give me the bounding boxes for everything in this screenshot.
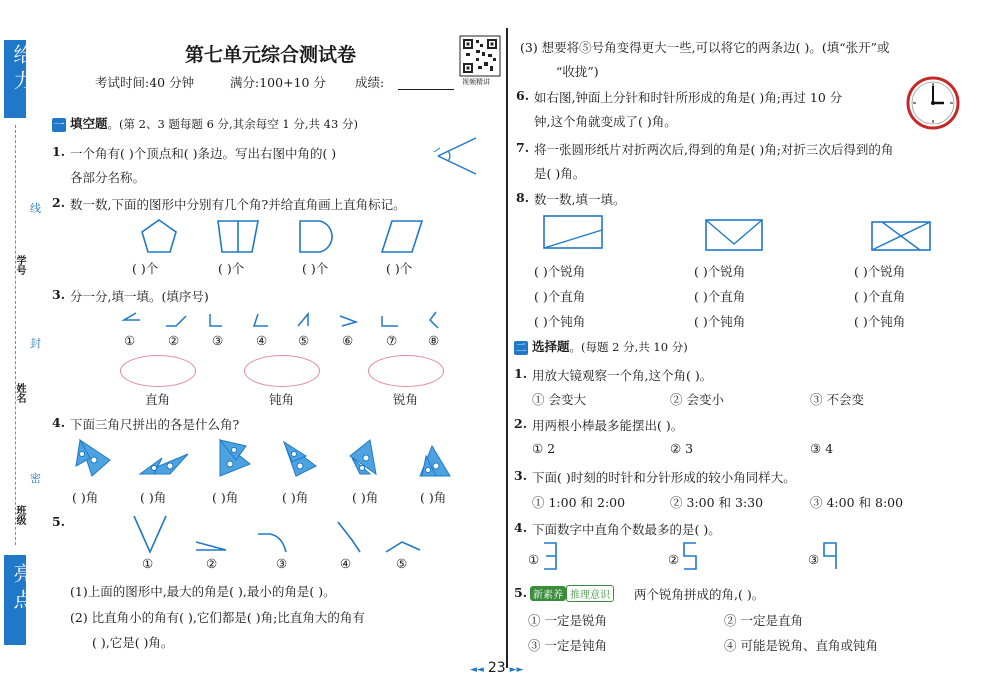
q4-answer-4[interactable]: ( )角 [282, 490, 309, 505]
q3-label-4: ④ [256, 333, 268, 348]
q5-label-5: ⑤ [396, 556, 408, 571]
c5-tags [530, 585, 614, 602]
q3-label-8: ⑧ [428, 333, 440, 348]
c4-digit-figures [542, 540, 842, 572]
q5-label-1: ① [142, 556, 154, 571]
q5-sub3-line1: (3) 想要将⑤号角变得更大一些,可以将它的两条边( )。(填“张开”或 [520, 40, 890, 55]
q8-fig2-obtuse[interactable]: ( )个钝角 [694, 314, 746, 329]
q8-fig3-acute[interactable]: ( )个锐角 [854, 264, 906, 279]
prev-arrow-icon: ◄◄ [470, 665, 484, 675]
section2-note: 。(每题 2 分,共 10 分) [569, 340, 688, 354]
c5-option-4[interactable]: ④ 可能是锐角、直角或钝角 [724, 638, 878, 653]
page-number: 23 [487, 660, 506, 676]
c5-tag-reasoning: 推理意识 [566, 585, 614, 602]
q8-fig1-acute[interactable]: ( )个锐角 [534, 264, 586, 279]
q4-text: 下面三角尺拼出的各是什么角? [70, 417, 240, 432]
q1-text-line2: 各部分名称。 [70, 170, 146, 185]
q2-answer-3[interactable]: ( )个 [302, 261, 329, 276]
q2-shapes [138, 218, 438, 258]
column-divider [506, 28, 508, 668]
q3-text: 分一分,填一填。(填序号) [70, 289, 209, 304]
q4-answer-2[interactable]: ( )角 [140, 490, 167, 505]
q8-fig2-right[interactable]: ( )个直角 [694, 289, 746, 304]
c3-option-1[interactable]: ① 1:00 和 2:00 [532, 495, 626, 510]
q1-angle-figure [432, 136, 482, 176]
d-shape [300, 221, 332, 252]
exam-time: 考试时间:40 分钟 [95, 75, 195, 90]
cut-line [15, 125, 16, 545]
setsquare-3 [220, 440, 250, 476]
pentagon-shape [142, 220, 176, 252]
clock-icon [906, 76, 960, 130]
q2-text: 数一数,下面的图形中分别有几个角?并给直角画上直角标记。 [70, 197, 406, 212]
q8-fig1-obtuse[interactable]: ( )个钝角 [534, 314, 586, 329]
q5-label-2: ② [206, 556, 218, 571]
q8-fig3-obtuse[interactable]: ( )个钝角 [854, 314, 906, 329]
qr-code-icon[interactable] [460, 36, 500, 76]
setsquare-2 [140, 454, 188, 474]
c1-number: 1. [514, 366, 528, 381]
field-banji: 班级 [14, 505, 25, 525]
q3-label-7: ⑦ [386, 333, 398, 348]
trapezoid-split-shape [218, 221, 258, 252]
q3-label-2: ② [168, 333, 180, 348]
q2-answer-2[interactable]: ( )个 [218, 261, 245, 276]
c4-text: 下面数字中直角个数最多的是( )。 [532, 522, 721, 537]
q3-acute-angle-ellipse[interactable] [368, 355, 444, 387]
q3-group-acute: 锐角 [393, 392, 419, 407]
binding-sidebar [0, 0, 41, 690]
section1-badge: 一 [53, 118, 65, 131]
q8-fig2-acute[interactable]: ( )个锐角 [694, 264, 746, 279]
q5-sub2-line1: (2) 比直角小的角有( ),它们都是( )角;比直角大的角有 [70, 610, 365, 625]
score-blank[interactable] [398, 89, 454, 90]
q3-obtuse-angle-ellipse[interactable] [244, 355, 320, 387]
next-arrow-icon: ►► [509, 665, 524, 675]
q3-group-right: 直角 [145, 392, 171, 407]
q6-line1: 如右图,钟面上分针和时针所形成的角是( )角;再过 10 分 [534, 90, 843, 105]
section1-title: 填空题 [69, 116, 108, 131]
rect-envelope-figure [706, 220, 762, 250]
q7-number: 7. [516, 140, 530, 155]
c4-option-3[interactable]: ③ [808, 552, 820, 567]
c5-option-2[interactable]: ② 一定是直角 [724, 613, 803, 628]
q8-figures [542, 214, 942, 254]
parallelogram-shape [382, 221, 422, 252]
q4-answer-6[interactable]: ( )角 [420, 490, 447, 505]
c4-option-2[interactable]: ② [668, 552, 680, 567]
q4-number: 4. [52, 415, 66, 430]
sidebar-bottom-label: 亮点 [4, 555, 26, 645]
q4-answer-5[interactable]: ( )角 [352, 490, 379, 505]
score-label: 成绩: [355, 75, 385, 90]
c2-option-3[interactable]: ③ 4 [810, 441, 834, 456]
c3-text: 下面( )时刻的时针和分针形成的较小角同样大。 [532, 470, 796, 485]
q2-answer-4[interactable]: ( )个 [386, 261, 413, 276]
c2-option-2[interactable]: ② 3 [670, 441, 694, 456]
section2-heading [514, 337, 688, 355]
c3-option-2[interactable]: ② 3:00 和 3:30 [670, 495, 764, 510]
q5-sub1: (1)上面的图形中,最大的角是( ),最小的角是( )。 [70, 584, 336, 599]
c1-text: 用放大镜观察一个角,这个角( )。 [532, 368, 713, 383]
q7-line2: 是( )角。 [534, 166, 586, 181]
c5-option-3[interactable]: ③ 一定是钝角 [528, 638, 607, 653]
q5-sub3-line2: “收拢”) [556, 64, 599, 79]
q4-answer-3[interactable]: ( )角 [212, 490, 239, 505]
q8-number: 8. [516, 190, 530, 205]
section1-heading [52, 114, 358, 132]
q1-text-line1: 一个角有( )个顶点和( )条边。写出右图中角的( ) [70, 146, 337, 161]
field-mi-mark: 密 [30, 472, 41, 485]
full-score: 满分:100+10 分 [230, 75, 326, 90]
field-feng-mark: 封 [30, 337, 41, 350]
page-footer [470, 660, 523, 676]
q7-line1: 将一张圆形纸片对折两次后,得到的角是( )角;对折三次后得到的角 [534, 142, 894, 157]
c2-option-1[interactable]: ① 2 [532, 441, 556, 456]
c5-tag-literacy: 新素养 [530, 586, 566, 601]
q8-fig1-right[interactable]: ( )个直角 [534, 289, 586, 304]
q3-number: 3. [52, 287, 66, 302]
c5-option-1[interactable]: ① 一定是锐角 [528, 613, 607, 628]
setsquare-4 [284, 442, 316, 476]
c1-option-1[interactable]: ① 会变大 [532, 392, 586, 407]
q3-label-6: ⑥ [342, 333, 354, 348]
c3-number: 3. [514, 468, 528, 483]
page-title: 第七单元综合测试卷 [185, 44, 357, 66]
q8-text: 数一数,填一填。 [534, 192, 626, 207]
q5-label-4: ④ [340, 556, 352, 571]
q3-label-1: ① [124, 333, 136, 348]
q6-number: 6. [516, 88, 530, 103]
q3-label-3: ③ [212, 333, 224, 348]
c2-text: 用两根小棒最多能摆出( )。 [532, 418, 684, 433]
c1-option-2[interactable]: ② 会变小 [670, 392, 724, 407]
setsquare-6 [420, 446, 450, 476]
q3-group-obtuse: 钝角 [269, 392, 295, 407]
c4-option-1[interactable]: ① [528, 552, 540, 567]
field-line-mark: 线 [30, 202, 41, 215]
setsquare-1 [76, 440, 110, 476]
q5-sub2-line2: ( ),它是( )角。 [92, 635, 174, 650]
c5-text: 两个锐角拼成的角,( )。 [634, 587, 765, 602]
q3-label-5: ⑤ [298, 333, 310, 348]
c3-option-3[interactable]: ③ 4:00 和 8:00 [810, 495, 904, 510]
section2-title: 选择题 [531, 339, 570, 354]
q8-fig3-right[interactable]: ( )个直角 [854, 289, 906, 304]
q3-angle-figures [118, 310, 448, 332]
c4-number: 4. [514, 520, 528, 535]
qr-caption: 视频精讲 [462, 78, 490, 86]
field-xuehao: 学号 [14, 255, 25, 275]
q5-angle-figures [130, 512, 430, 558]
rect-cross-figure [872, 222, 930, 250]
q2-answer-1[interactable]: ( )个 [132, 261, 159, 276]
rect-diagonal-figure [544, 216, 602, 248]
q4-answer-1[interactable]: ( )角 [72, 490, 99, 505]
field-xingming: 姓名 [14, 383, 25, 403]
q6-line2: 钟,这个角就变成了( )角。 [534, 114, 677, 129]
c2-number: 2. [514, 416, 528, 431]
q1-number: 1. [52, 144, 66, 159]
setsquare-5 [350, 440, 376, 474]
q5-label-3: ③ [276, 556, 288, 571]
c1-option-3[interactable]: ③ 不会变 [810, 392, 864, 407]
section2-badge: 二 [515, 341, 527, 354]
q3-right-angle-ellipse[interactable] [120, 355, 196, 387]
section1-note: 。(第 2、3 题每题 6 分,其余每空 1 分,共 43 分) [107, 117, 358, 131]
sidebar-top-label: 给力 [4, 40, 26, 118]
q4-set-squares [70, 436, 470, 480]
q2-number: 2. [52, 195, 66, 210]
c5-number: 5. [514, 585, 528, 600]
q5-number: 5. [52, 514, 66, 529]
